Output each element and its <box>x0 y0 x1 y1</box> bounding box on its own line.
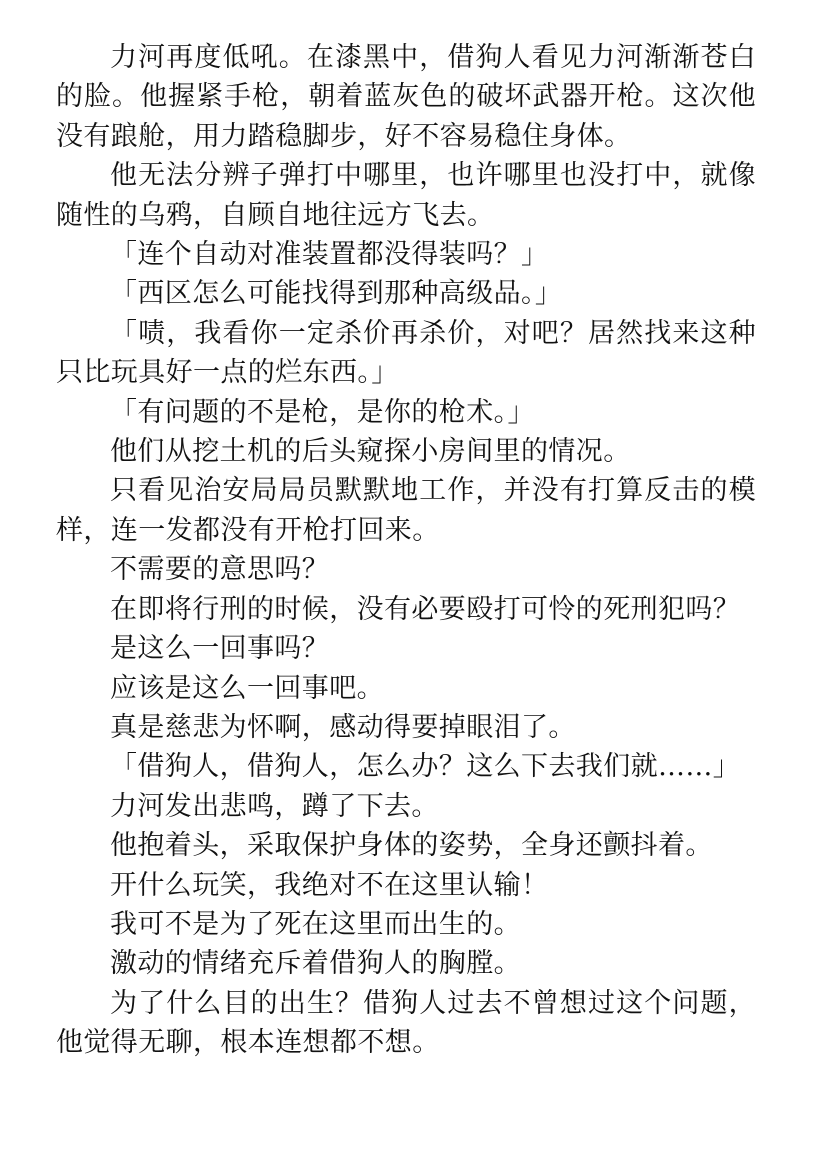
paragraph: 「连个自动对准装置都没得装吗？」 <box>110 239 549 271</box>
paragraph: 「借狗人，借狗人，怎么办？这么下去我们就……」 <box>110 751 741 783</box>
paragraph: 开什么玩笑，我绝对不在这里认输！ <box>110 869 549 901</box>
paragraph: 只看见治安局局员默默地工作，并没有打算反击的模样，连一发都没有开枪打回来。 <box>56 475 756 546</box>
paragraph: 是这么一回事吗？ <box>110 633 330 665</box>
paragraph: 「西区怎么可能找得到那种高级品。」 <box>110 278 563 310</box>
paragraph: 力河发出悲鸣，蹲了下去。 <box>110 790 439 822</box>
paragraph: 他们从挖土机的后头窥探小房间里的情况。 <box>110 436 631 468</box>
paragraph: 「啧，我看你一定杀价再杀价，对吧？居然找来这种只比玩具好一点的烂东西。」 <box>56 317 756 389</box>
paragraph: 力河再度低吼。在漆黑中，借狗人看见力河渐渐苍白的脸。他握紧手枪，朝着蓝灰色的破坏武器开枪。这次他没有踉舱，用力踏稳脚步，好不容易稳住身体。 <box>56 42 756 152</box>
paragraph: 他无法分辨子弹打中哪里，也许哪里也没打中，就像随性的乌鸦，自顾自地往远方飞去。 <box>56 160 756 231</box>
paragraph: 我可不是为了死在这里而出生的。 <box>110 908 521 940</box>
paragraph: 应该是这么一回事吧。 <box>110 672 384 704</box>
paragraph: 为了什么目的出生？借狗人过去不曾想过这个问题，他觉得无聊，根本连想都不想。 <box>56 987 756 1059</box>
paragraph: 激动的情绪充斥着借狗人的胸膛。 <box>110 948 521 980</box>
paragraph: 不需要的意思吗？ <box>110 554 330 586</box>
paragraph: 「有问题的不是枪，是你的枪术。」 <box>110 396 535 428</box>
document-page <box>56 38 756 1063</box>
paragraph: 他抱着头，采取保护身体的姿势，全身还颤抖着。 <box>110 830 713 862</box>
paragraph: 在即将行刑的时候，没有必要殴打可怜的死刑犯吗？ <box>110 593 741 625</box>
paragraph: 真是慈悲为怀啊，感动得要掉眼泪了。 <box>110 711 576 743</box>
